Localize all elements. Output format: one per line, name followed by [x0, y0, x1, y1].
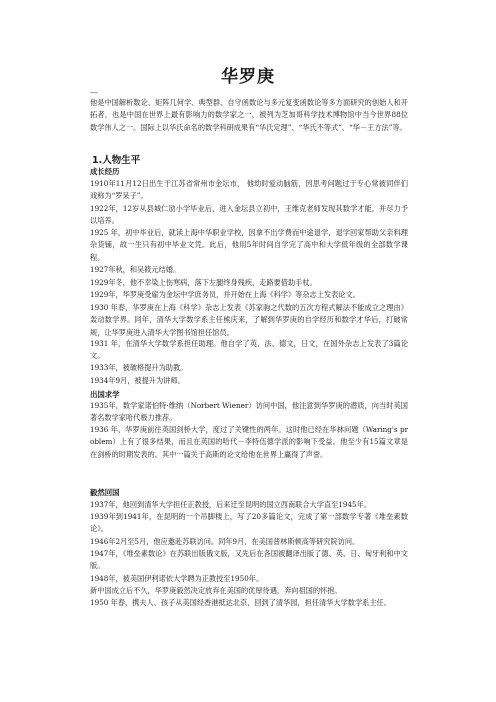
subheading-return: 毅然回国 — [90, 488, 120, 497]
paragraph: 1922年，12岁从县城仁劢小学毕业后，进入金坛县立初中，王维克老师发现其数学才能，并尽力予以培养。 — [90, 204, 408, 226]
paragraph: 1929年冬，他不幸染上伤寒病，落下左腿终身残疾，走路要借助手杖。 — [90, 278, 317, 287]
subheading-abroad: 出国求学 — [90, 390, 120, 399]
paragraph: 1933年，被破格提升为助教。 — [90, 363, 188, 372]
paragraph: 1925 年，初中毕业后，就读上海中华职业学校，因拿不出学费而中途退学，退学回家帮助父亲料理杂货铺，故一生只有初中毕业文凭。此后，他用5年时间自学完了高中和大学低年级的全部数学课程。 — [90, 228, 408, 262]
paragraph: 1927年秋，和吴筱元结婚。 — [90, 265, 181, 274]
paragraph: 1939年到1941年，在昆明的一个吊脚楼上，写了20多篇论文，完成了第一部数学专著《堆垒素数论》。 — [90, 512, 408, 534]
paragraph: 1937年，他回到清华大学担任正教授，后来迁至昆明的国立西南联合大学直至1945年。 — [90, 500, 371, 509]
paragraph: 1948年，被美国伊利诺依大学聘为正教授至1950年。 — [90, 574, 264, 583]
paragraph: 1929年，华罗庚受雇为金坛中学庶务员，并开始在上海《科学》等杂志上发表论文。 — [90, 290, 360, 299]
paragraph: 1947年，《堆垒素数论》在苏联出版俄文版，又先后在各国被翻译出版了德、英、日、匈牙利和中文版。 — [90, 549, 408, 571]
subheading-growth: 成长经历 — [90, 167, 120, 176]
intro-paragraph: 他是中国解析数论、矩阵几何学、典型群、自守函数论与多元复变函数论等多方面研究的创始人和开拓者，也是中国在世界上最有影响力的数学家之一，被列为芝加哥科学技术博物馆中当今世界88位数学伟人之一。国际上以华氏命名的数学科研成果有“华氏定理”、“华氏不等式”、“华－王方法”等。 — [90, 98, 408, 132]
paragraph: 1950 年春，携夫人、孩子从美国经香港抵达北京，回到了清华园，担任清华大学数学系主任。 — [90, 598, 391, 607]
paragraph: 1934年9月，被提升为讲师。 — [90, 376, 185, 385]
page-title: 华罗庚 — [221, 67, 275, 87]
paragraph: 1910年11月12日出生于江苏省常州市金坛市， 他幼时爱动脑筋，因思考问题过于专心常被同伴们戏称为“罗呆子”。 — [90, 179, 408, 201]
section-heading: 1.人物生平 — [92, 155, 141, 166]
paragraph: 1936 年，华罗庚前往英国剑桥大学，度过了关键性的两年。这时他已经在华林问题（Waring's problem）上有了很多结果，而且在英国的哈代－李特伍德学派的影响下受益。他至少有15篇文章是在剑桥的时期发表的。其中一篇关于高斯的论文给他在世界上赢得了声誉。 — [90, 425, 408, 459]
paragraph: 1935年，数学家诺伯特·维纳（Norbert Wiener）访问中国，他注意到华罗庚的潜质，向当时英国著名数学家哈代极力推荐。 — [90, 401, 408, 423]
paragraph: 新中国成立后不久，华罗庚毅然决定放弃在美国的优厚待遇，奔向祖国的怀抱。 — [90, 586, 342, 595]
title-dash: — — [90, 88, 98, 97]
paragraph: 1930 年春，华罗庚在上海《科学》杂志上发表《苏家驹之代数的五次方程式解法不能成立之理由》轰动数学界。同年，清华大学数学系主任熊庆来，了解到华罗庚的自学经历和数学才华后，打破常规，让华罗庚进入清华大学图书馆担任馆员。 — [90, 303, 408, 337]
paragraph: 1931 年，在清华大学数学系担任助理。他自学了英、法、德文，日文，在国外杂志上发表了3篇论文。 — [90, 339, 408, 361]
paragraph: 1946年2月至5月，他应邀赴苏联访问。同年9月，在美国普林斯顿高等研究院访问。 — [90, 537, 360, 546]
